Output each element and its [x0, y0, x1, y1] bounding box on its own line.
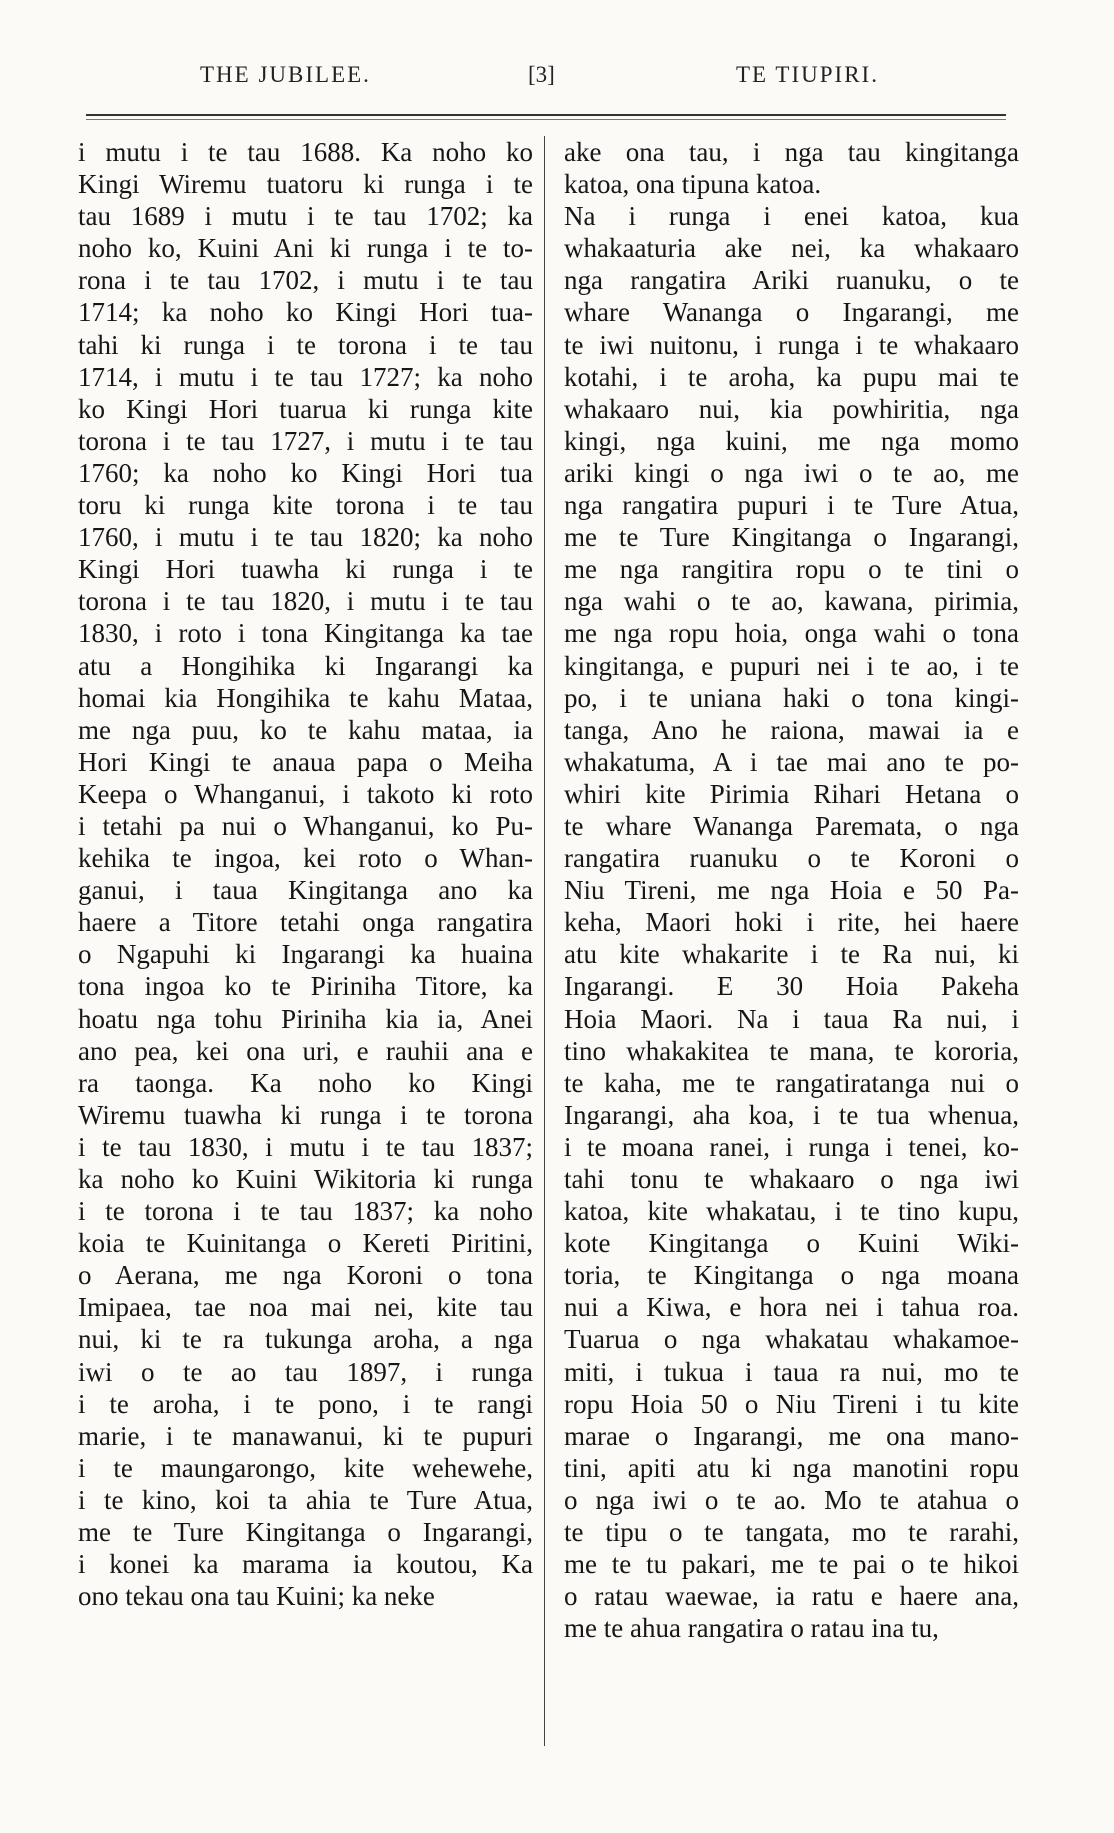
text-line: me nga rangitira ropu o te tini o — [564, 554, 1019, 585]
text-line: rona i te tau 1702, i mutu i te tau — [78, 265, 533, 296]
text-line: me nga puu, ko te kahu mataa, ia — [78, 714, 533, 745]
text-line: Kingi Wiremu tuatoru ki runga i te — [78, 169, 533, 200]
text-line: nui, ki te ra tukunga aroha, a nga — [78, 1324, 533, 1355]
text-line: ano pea, kei ona uri, e rauhii ana e — [78, 1035, 533, 1066]
text-line: me te Ture Kingitanga o Ingarangi, — [564, 522, 1019, 553]
text-line: me te Ture Kingitanga o Ingarangi, — [78, 1517, 533, 1548]
text-line: kehika te ingoa, kei roto o Whan- — [78, 843, 533, 874]
left-column — [78, 136, 533, 1612]
text-line: nga rangatira Ariki ruanuku, o te — [564, 265, 1019, 296]
text-line: Imipaea, tae noa mai nei, kite tau — [78, 1292, 533, 1323]
text-line: 1830, i roto i tona Kingitanga ka tae — [78, 618, 533, 649]
text-line: kotahi, i te aroha, ka pupu mai te — [564, 361, 1019, 392]
text-line: ake ona tau, i nga tau kingitanga — [564, 137, 1019, 167]
text-line: homai kia Hongihika te kahu Mataa, — [78, 682, 533, 713]
text-line: ko Kingi Hori tuarua ki runga kite — [78, 393, 533, 424]
text-line: i te moana ranei, i runga i tenei, ko- — [564, 1131, 1019, 1162]
text-line: Ingarangi. E 30 Hoia Pakeha — [564, 971, 1019, 1002]
text-line: o Aerana, me nga Koroni o tona — [78, 1260, 533, 1291]
text-line: kingitanga, e pupuri nei i te ao, i te — [564, 650, 1019, 681]
text-line: Na i runga i enei katoa, kua — [564, 201, 1019, 232]
text-line: toria, te Kingitanga o nga moana — [564, 1260, 1019, 1291]
text-line: ono tekau ona tau Kuini; ka neke — [78, 1581, 435, 1612]
text-line: rangatira ruanuku o te Koroni o — [564, 843, 1019, 874]
text-line: koia te Kuinitanga o Kereti Piritini, — [78, 1228, 533, 1259]
text-line: ropu Hoia 50 o Niu Tireni i tu kite — [564, 1388, 1019, 1419]
text-line: haere a Titore tetahi onga rangatira — [78, 907, 533, 938]
text-line: 1760, i mutu i te tau 1820; ka noho — [78, 522, 533, 553]
text-line: whiri kite Pirimia Rihari Hetana o — [564, 778, 1019, 809]
text-line: te iwi nuitonu, i runga i te whakaaro — [564, 329, 1019, 360]
text-line: katoa, ona tipuna katoa. — [564, 169, 822, 200]
header-rule — [86, 114, 1006, 116]
text-line: whakaaro nui, kia powhiritia, nga — [564, 393, 1019, 424]
text-line: o Ngapuhi ki Ingarangi ka huaina — [78, 939, 533, 970]
text-line: kingi, nga kuini, me nga momo — [564, 425, 1019, 456]
text-line: Kingi Hori tuawha ki runga i te — [78, 554, 533, 585]
text-line: keha, Maori hoki i rite, hei haere — [564, 907, 1019, 938]
text-line: miti, i tukua i taua ra nui, mo te — [564, 1356, 1019, 1387]
text-line: i tetahi pa nui o Whanganui, ko Pu- — [78, 810, 533, 841]
text-line: torona i te tau 1727, i mutu i te tau — [78, 425, 533, 456]
running-head — [0, 62, 1114, 98]
text-line: me nga ropu hoia, onga wahi o tona — [564, 618, 1019, 649]
page-number: [3] — [528, 62, 555, 87]
text-line: noho ko, Kuini Ani ki runga i te to- — [78, 233, 533, 264]
text-line: hoatu nga tohu Piriniha kia ia, Anei — [78, 1003, 533, 1034]
text-line: tino whakakitea te mana, te kororia, — [564, 1035, 1019, 1066]
text-line: te tipu o te tangata, mo te rarahi, — [564, 1517, 1019, 1548]
header-title-maori: TE TIUPIRI. — [736, 62, 879, 87]
text-line: 1760; ka noho ko Kingi Hori tua — [78, 457, 533, 488]
text-line: Ingarangi, aha koa, i te tua whenua, — [564, 1099, 1019, 1130]
text-line: nga rangatira pupuri i te Ture Atua, — [564, 490, 1019, 521]
right-column — [564, 136, 1019, 1644]
text-line: ka noho ko Kuini Wikitoria ki runga — [78, 1164, 533, 1194]
text-line: katoa, kite whakatau, i te tino kupu, — [564, 1196, 1019, 1227]
text-line: me te ahua rangatira o ratau ina tu, — [564, 1613, 939, 1644]
text-line: Hori Kingi te anaua papa o Meiha — [78, 746, 533, 777]
text-line: i te torona i te tau 1837; ka noho — [78, 1196, 533, 1227]
text-line: i te kino, koi ta ahia te Ture Atua, — [78, 1484, 533, 1515]
text-line: tahi tonu te whakaaro o nga iwi — [564, 1164, 1019, 1194]
text-line: whare Wananga o Ingarangi, me — [564, 297, 1019, 328]
text-line: Tuarua o nga whakatau whakamoe- — [564, 1324, 1019, 1355]
text-line: ganui, i taua Kingitanga ano ka — [78, 875, 533, 906]
text-line: iwi o te ao tau 1897, i runga — [78, 1356, 533, 1387]
text-line: i te aroha, i te pono, i te rangi — [78, 1388, 533, 1419]
text-line: i mutu i te tau 1688. Ka noho ko — [78, 137, 533, 167]
text-line: atu a Hongihika ki Ingarangi ka — [78, 650, 533, 681]
text-line: i te tau 1830, i mutu i te tau 1837; — [78, 1131, 533, 1162]
text-line: tona ingoa ko te Piriniha Titore, ka — [78, 971, 533, 1002]
text-line: torona i te tau 1820, i mutu i te tau — [78, 586, 533, 617]
text-line: marie, i te manawanui, ki te pupuri — [78, 1420, 533, 1451]
text-line: nui a Kiwa, e hora nei i tahua roa. — [564, 1292, 1019, 1323]
text-line: toru ki runga kite torona i te tau — [78, 490, 533, 521]
text-line: marae o Ingarangi, me ona mano- — [564, 1420, 1019, 1451]
text-line: 1714, i mutu i te tau 1727; ka noho — [78, 361, 533, 392]
text-line: i konei ka marama ia koutou, Ka — [78, 1549, 533, 1580]
text-line: nga wahi o te ao, kawana, pirimia, — [564, 586, 1019, 617]
text-line: tanga, Ano he raiona, mawai ia e — [564, 714, 1019, 745]
text-line: Hoia Maori. Na i taua Ra nui, i — [564, 1003, 1019, 1034]
text-line: me te tu pakari, me te pai o te hikoi — [564, 1549, 1019, 1580]
text-line: kote Kingitanga o Kuini Wiki- — [564, 1228, 1019, 1259]
text-line: te whare Wananga Paremata, o nga — [564, 810, 1019, 841]
header-title-english: THE JUBILEE. — [200, 62, 371, 87]
text-line: te kaha, me te rangatiratanga nui o — [564, 1067, 1019, 1098]
text-line: i te maungarongo, kite wehewehe, — [78, 1452, 533, 1483]
text-line: whakaaturia ake nei, ka whakaaro — [564, 233, 1019, 264]
text-line: tau 1689 i mutu i te tau 1702; ka — [78, 201, 533, 232]
text-line: po, i te uniana haki o tona kingi- — [564, 682, 1019, 713]
text-line: o ratau waewae, ia ratu e haere ana, — [564, 1581, 1019, 1612]
text-line: 1714; ka noho ko Kingi Hori tua- — [78, 297, 533, 328]
text-line: tahi ki runga i te torona i te tau — [78, 329, 533, 360]
text-line: Niu Tireni, me nga Hoia e 50 Pa- — [564, 875, 1019, 906]
text-line: tini, apiti atu ki nga manotini ropu — [564, 1452, 1019, 1483]
text-line: ariki kingi o nga iwi o te ao, me — [564, 457, 1019, 488]
text-line: o nga iwi o te ao. Mo te atahua o — [564, 1484, 1019, 1515]
text-line: whakatuma, A i tae mai ano te po- — [564, 746, 1019, 777]
column-divider — [544, 136, 545, 1746]
header-rule-thin — [86, 119, 1006, 120]
text-line: ra taonga. Ka noho ko Kingi — [78, 1067, 533, 1098]
text-line: atu kite whakarite i te Ra nui, ki — [564, 939, 1019, 970]
text-line: Wiremu tuawha ki runga i te torona — [78, 1099, 533, 1130]
text-line: Keepa o Whanganui, i takoto ki roto — [78, 778, 533, 809]
